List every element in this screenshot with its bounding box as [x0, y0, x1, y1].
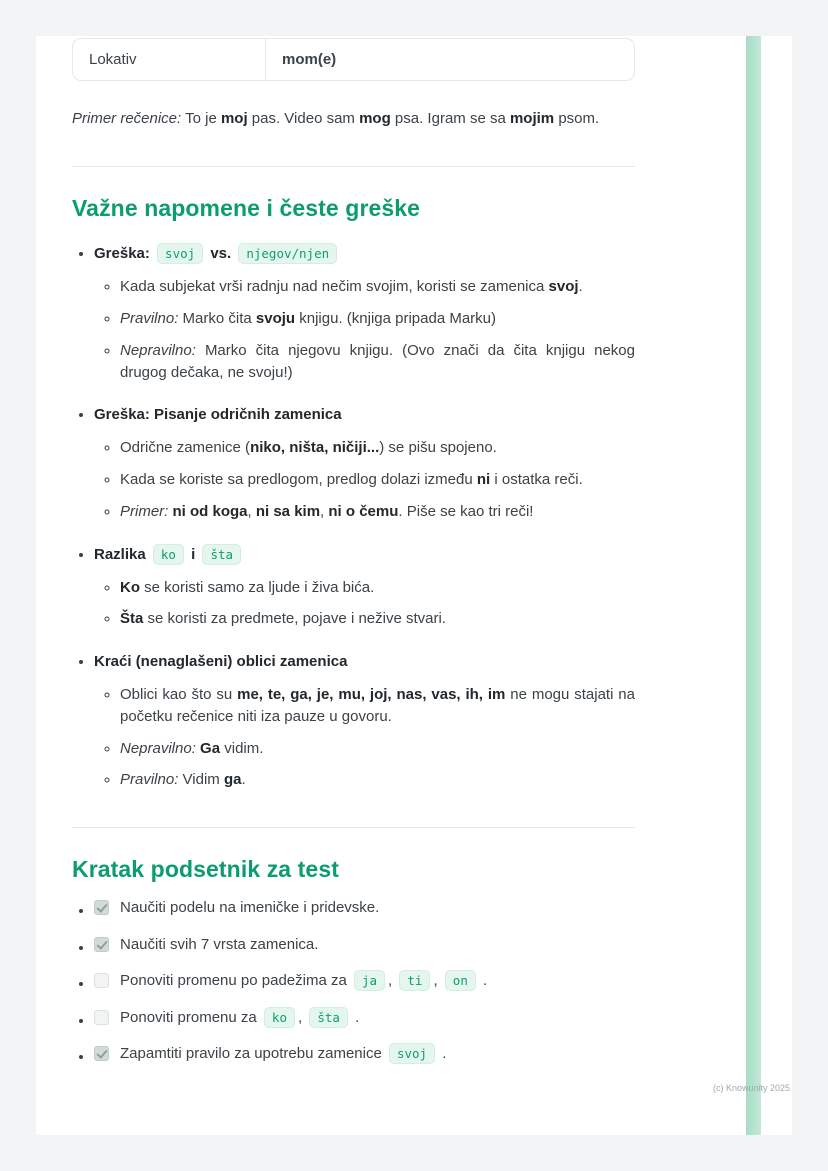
code-badge: njegov/njen [238, 243, 337, 264]
text-segment: se koristi za predmete, pojave i nežive stvari. [143, 610, 446, 628]
checklist-row [94, 1007, 635, 1030]
document-page [36, 36, 792, 1135]
text-segment: Marko čita njegovu knjigu. (Ovo znači da čita knjigu nekog drugog dečaka, ne svoju!) [120, 341, 635, 381]
section-title-checklist: Kratak podsetnik za test [72, 856, 339, 882]
note-subitem [120, 577, 635, 599]
checklist-row [94, 970, 635, 993]
code-badge: svoj [389, 1043, 435, 1064]
note-item-label [94, 650, 635, 674]
text-segment: moj [220, 110, 248, 127]
text-segment: ) se pišu spojeno. [379, 439, 497, 457]
note-subitem [120, 437, 635, 459]
note-subitem [120, 308, 635, 330]
code-badge: ja [354, 970, 385, 991]
table-row [73, 39, 634, 80]
example-sentence [72, 107, 635, 130]
checklist-item [94, 1043, 635, 1066]
text-segment: knjigu. (knjiga pripada Marku) [295, 310, 497, 327]
note-subitem [120, 276, 635, 298]
note-subitem [120, 501, 635, 523]
text-segment: mojim [509, 110, 555, 127]
text-segment: ni od koga [172, 502, 248, 520]
note-item [94, 403, 635, 522]
text-segment: Greška: [94, 245, 155, 263]
checklist-item-label [120, 934, 635, 957]
checklist-row [94, 934, 635, 957]
watermark: (c) Knowunity 2025 [712, 1083, 790, 1093]
text-segment: . [478, 972, 488, 989]
text-segment: svoju [255, 310, 296, 327]
note-item-label [94, 403, 635, 427]
text-segment: Kada se koriste sa predlogom, predlog dolazi između [120, 471, 477, 488]
checklist-item [94, 1007, 635, 1030]
code-badge: ko [153, 544, 184, 565]
checklist-item-label [120, 897, 635, 920]
code-badge: on [445, 970, 476, 991]
text-segment: svoj [548, 278, 579, 296]
text-segment: Nepravilno: [120, 739, 201, 757]
text-segment: se koristi samo za ljude i živa bića. [140, 578, 375, 596]
checkbox-checked[interactable] [94, 937, 109, 952]
text-segment: i ostatka reči. [490, 471, 583, 488]
checklist-item [94, 897, 635, 920]
code-badge: svoj [157, 243, 203, 264]
text-segment: Ponoviti promenu za [120, 1008, 261, 1026]
text-segment: Vidim [182, 771, 224, 789]
note-subitem [120, 769, 635, 791]
text-segment: Ko [120, 578, 140, 596]
declension-table [72, 38, 635, 81]
section-divider [72, 166, 635, 167]
text-segment: . Piše se kao tri reči! [398, 502, 534, 520]
note-sublist [94, 437, 635, 522]
code-badge: ko [264, 1007, 295, 1028]
notes-list [72, 242, 635, 791]
checklist-item-label [120, 1007, 635, 1030]
text-segment: Odrične zamenice ( [120, 439, 251, 457]
text-segment: Kada subjekat vrši radnju nad nečim svojim, koristi se zamenica [120, 278, 549, 296]
text-segment: ni sa kim [255, 502, 321, 520]
text-segment: . [350, 1008, 360, 1026]
note-item [94, 650, 635, 791]
text-segment: Oblici kao što su [120, 686, 238, 703]
text-segment: , [247, 502, 256, 520]
document-content [36, 36, 792, 1066]
text-segment: Pravilno: [120, 310, 183, 327]
text-segment: i [186, 545, 200, 563]
checkbox-unchecked[interactable] [94, 973, 109, 988]
code-badge: šta [202, 544, 241, 565]
checklist-row [94, 897, 635, 920]
text-segment: ni [476, 471, 491, 488]
right-accent-bar [746, 36, 761, 1135]
text-segment: To je [181, 110, 221, 127]
note-item-label [94, 242, 635, 266]
note-subitem [120, 469, 635, 491]
text-segment: niko, ništa, ničiji... [250, 439, 380, 457]
text-segment: me, te, ga, je, mu, joj, nas, vas, ih, im [237, 686, 506, 703]
text-segment: , [388, 972, 397, 989]
text-segment: ne mogu stajati na početku rečenice niti iza pauze u govoru. [120, 686, 635, 725]
text-segment: vidim. [220, 739, 264, 757]
text-segment: ni o čemu [328, 502, 399, 520]
note-item [94, 242, 635, 383]
text-segment: Šta [120, 610, 144, 628]
text-segment: Razlika [94, 545, 150, 563]
checklist [72, 897, 635, 1066]
text-segment: pas. Video sam [247, 110, 360, 127]
section-divider [72, 827, 635, 828]
case-form-cell: mom(e) [282, 51, 337, 68]
checklist-item [94, 934, 635, 957]
note-item-label [94, 543, 635, 567]
text-segment: . [578, 278, 583, 296]
note-subitem [120, 738, 635, 760]
text-segment: psa. Igram se sa [390, 110, 510, 127]
note-subitem [120, 340, 635, 384]
text-segment: Zapamtiti pravilo za upotrebu zamenice [120, 1045, 386, 1062]
note-subitem [120, 684, 635, 728]
code-badge: šta [309, 1007, 348, 1028]
text-segment: Naučiti podelu na imeničke i pridevske. [120, 899, 380, 916]
note-sublist [94, 276, 635, 383]
text-segment: . [241, 771, 246, 789]
checklist-item-label [120, 1043, 635, 1066]
text-segment: , [320, 502, 329, 520]
checklist-row [94, 1043, 635, 1066]
text-segment: ga [223, 771, 242, 789]
text-segment: Pravilno: [120, 771, 183, 789]
text-segment: Marko čita [182, 310, 256, 327]
text-segment: Kraći (nenaglašeni) oblici zamenica [94, 653, 348, 670]
case-name-cell: Lokativ [73, 39, 266, 80]
note-sublist [94, 684, 635, 791]
text-segment: Nepravilno: [120, 341, 205, 359]
text-segment: Primer: [120, 502, 173, 520]
text-segment: Naučiti svih 7 vrsta zamenica. [120, 935, 319, 953]
text-segment: , [433, 972, 442, 989]
checklist-item [94, 970, 635, 993]
checkbox-checked[interactable] [94, 1046, 109, 1061]
text-segment: psom. [554, 110, 600, 127]
text-segment: vs. [206, 245, 236, 263]
note-subitem [120, 608, 635, 630]
checklist-item-label [120, 970, 635, 993]
code-badge: ti [399, 970, 430, 991]
text-segment: , [297, 1008, 307, 1026]
note-sublist [94, 577, 635, 631]
text-segment: . [438, 1045, 447, 1062]
text-segment: Primer rečenice: [72, 110, 182, 127]
text-segment: Ga [200, 739, 221, 757]
text-segment: Ponoviti promenu po padežima za [120, 972, 351, 989]
note-item [94, 543, 635, 631]
checkbox-checked[interactable] [94, 900, 109, 915]
section-title-notes: Važne napomene i česte greške [72, 195, 421, 222]
text-segment: Greška: Pisanje odričnih zamenica [94, 406, 342, 424]
checkbox-unchecked[interactable] [94, 1010, 109, 1025]
text-segment: mog [359, 110, 391, 127]
